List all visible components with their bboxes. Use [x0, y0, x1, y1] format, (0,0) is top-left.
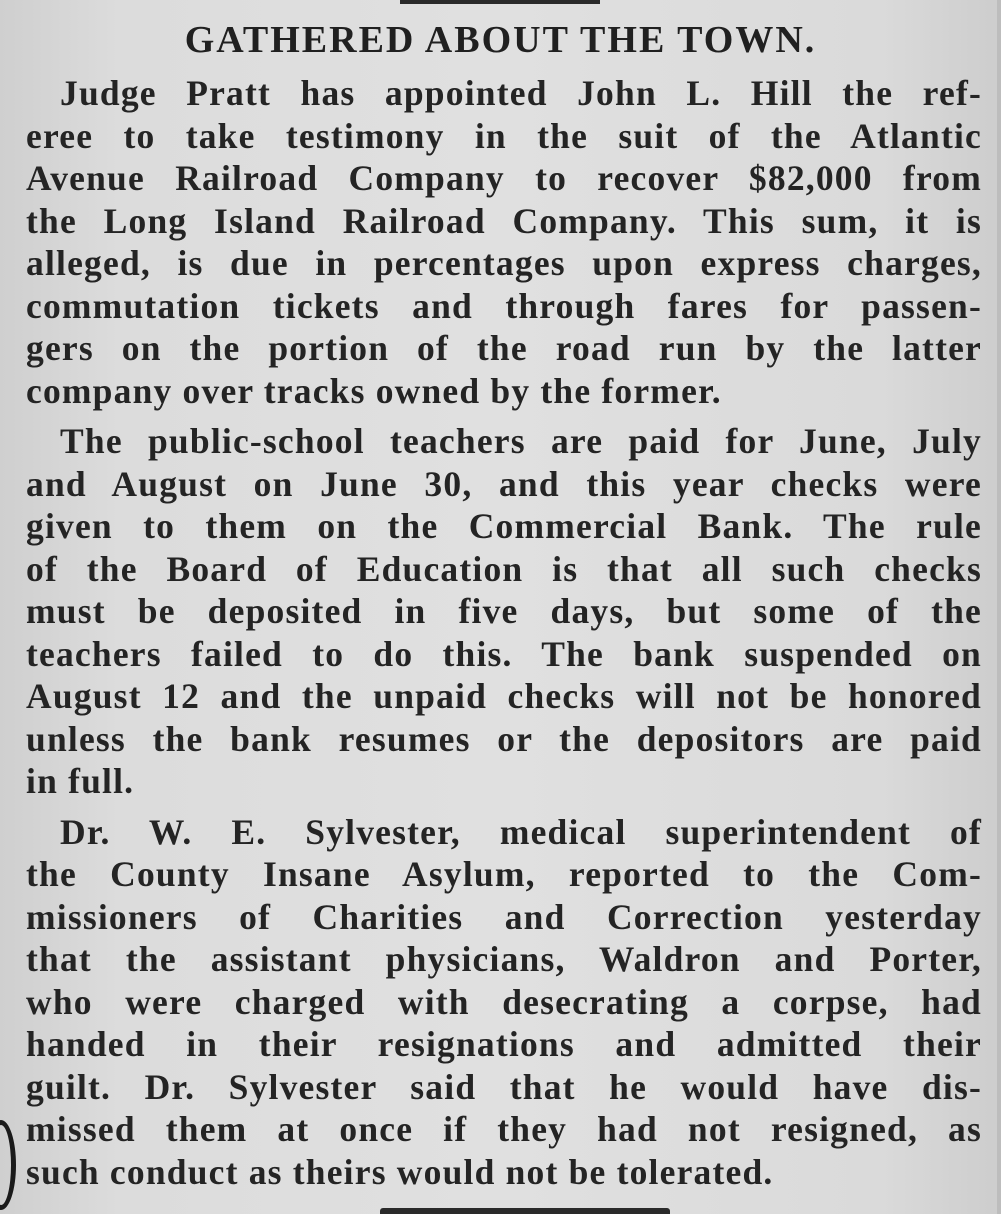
text-line: must be deposited in five days, but some of the: [26, 591, 982, 631]
text-line: of the Board of Education is that all such checks: [26, 548, 982, 589]
text-line: given to them on the Commercial Bank. The rule: [26, 506, 982, 546]
text-line: the County Insane Asylum, reported to the Com-: [26, 854, 982, 894]
text-line: August 12 and the unpaid checks will not be honored: [26, 676, 982, 716]
text-line: who were charged with desecrating a corpse, had: [26, 981, 982, 1022]
binding-mark: [0, 1120, 16, 1210]
paragraph-3: [26, 811, 982, 1194]
text-line: eree to take testimony in the suit of the Atlantic: [26, 115, 982, 156]
text-line: alleged, is due in percentages upon express charges,: [26, 243, 982, 283]
page-edge: [997, 0, 1001, 1214]
text-line: handed in their resignations and admitted their: [26, 1024, 982, 1064]
text-line: The public-school teachers are paid for June, July: [60, 421, 982, 461]
bottom-rule: [380, 1208, 670, 1214]
text-line: teachers failed to do this. The bank suspended on: [26, 633, 982, 674]
text-line: that the assistant physicians, Waldron and Porter,: [26, 939, 982, 979]
text-line: in full.: [26, 761, 135, 801]
text-line: company over tracks owned by the former.: [26, 370, 722, 411]
headline: GATHERED ABOUT THE TOWN.: [184, 19, 817, 61]
text-line: the Long Island Railroad Company. This sum, it is: [26, 200, 982, 241]
text-line: Avenue Railroad Company to recover $82,000 from: [26, 158, 982, 198]
article-body: [26, 72, 982, 1201]
paragraph-1: [26, 72, 982, 412]
text-line: guilt. Dr. Sylvester said that he would have dis-: [26, 1066, 982, 1107]
text-line: missed them at once if they had not resigned, as: [26, 1109, 982, 1149]
text-line: Judge Pratt has appointed John L. Hill the ref-: [60, 73, 982, 113]
text-line: gers on the portion of the road run by the latter: [26, 328, 982, 368]
text-line: unless the bank resumes or the depositors are paid: [26, 718, 982, 759]
text-line: such conduct as theirs would not be tolerated.: [26, 1151, 774, 1192]
text-line: Dr. W. E. Sylvester, medical superintendent of: [60, 811, 982, 852]
paragraph-2: [26, 420, 982, 803]
text-line: commutation tickets and through fares for passen-: [26, 285, 982, 326]
text-line: missioners of Charities and Correction yesterday: [26, 896, 982, 937]
top-rule: [400, 0, 600, 4]
text-line: and August on June 30, and this year checks were: [26, 463, 982, 504]
